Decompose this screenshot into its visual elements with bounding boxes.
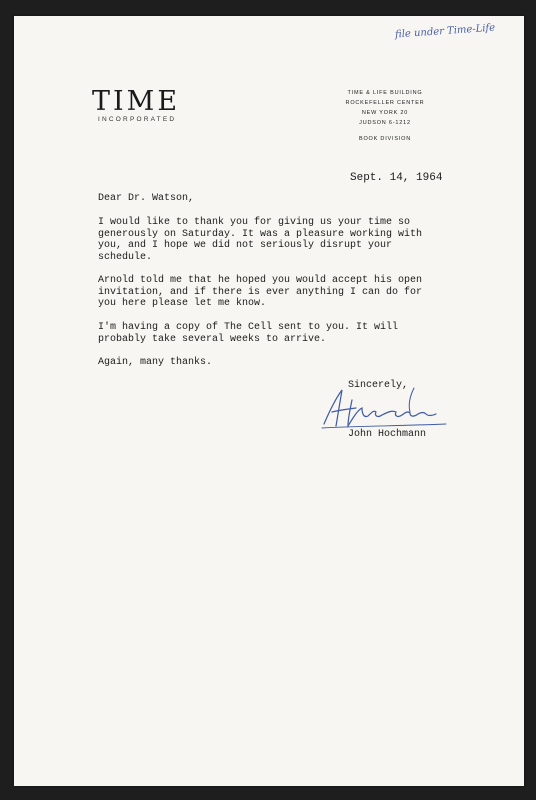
letterhead-logo-subtitle: INCORPORATED	[98, 116, 177, 123]
paragraph-line: I'm having a copy of The Cell sent to you. It will	[98, 322, 399, 333]
letterhead-address	[320, 88, 450, 144]
letter-date: Sept. 14, 1964	[350, 172, 443, 184]
address-line: TIME & LIFE BUILDING	[347, 90, 423, 96]
paragraph-line: you, and I hope we did not seriously disrupt your	[98, 240, 393, 251]
paragraph-line: schedule.	[98, 251, 153, 263]
letter-salutation: Dear Dr. Watson,	[98, 193, 195, 204]
letter-paragraph	[98, 217, 422, 263]
paragraph-line: Again, many thanks.	[98, 357, 213, 368]
handwritten-annotation: file under Time-Life	[394, 22, 496, 41]
letterhead-logo: TIME	[92, 86, 181, 117]
paragraph-line: invitation, and if there is ever anything I can do for	[98, 286, 423, 298]
address-division: BOOK DIVISION	[359, 136, 411, 142]
handwritten-signature	[318, 382, 458, 432]
letter-closing: Sincerely,	[348, 380, 409, 391]
address-line: NEW YORK 20	[361, 110, 409, 116]
paragraph-line: Arnold told me that he hoped you would accept his open	[98, 275, 423, 286]
paragraph-line: you here please let me know.	[98, 298, 267, 309]
address-line: ROCKEFELLER CENTER	[345, 100, 425, 106]
signer-name: John Hochmann	[348, 429, 427, 440]
paragraph-line: probably take several weeks to arrive.	[98, 333, 327, 345]
paragraph-line: I would like to thank you for giving us your time so	[98, 217, 411, 228]
address-line: JUDSON 6-1212	[359, 120, 411, 126]
letter-paragraph	[98, 275, 422, 310]
letter-paragraph	[98, 357, 212, 369]
letter-paragraph	[98, 322, 398, 345]
paragraph-line: generously on Saturday. It was a pleasure working with	[98, 228, 423, 240]
